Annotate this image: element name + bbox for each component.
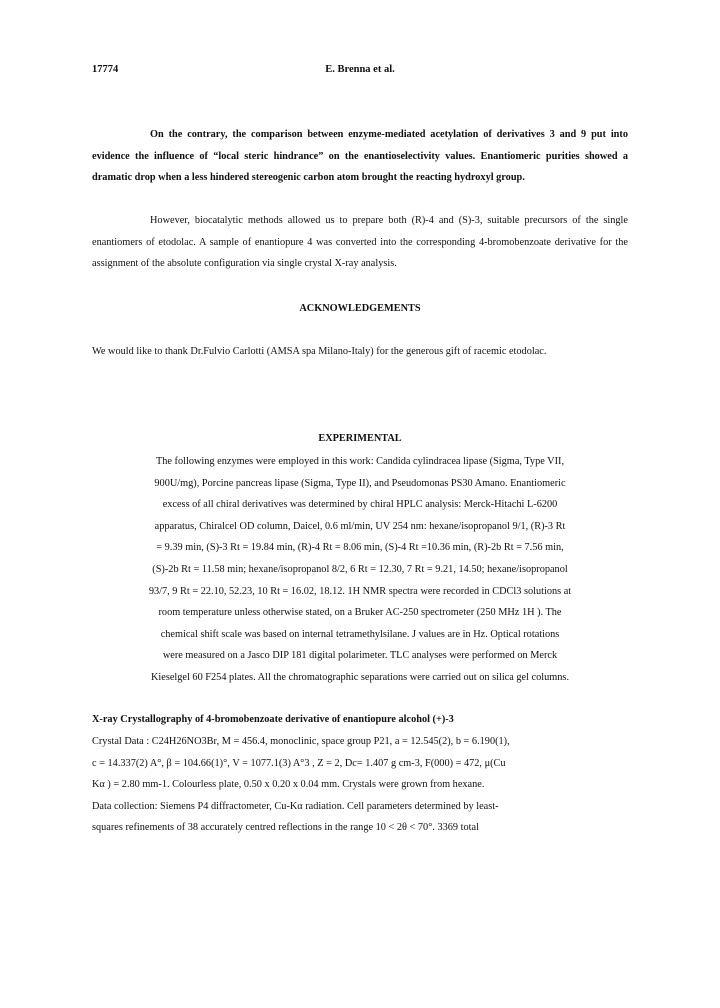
experimental-line: apparatus, Chiralcel OD column, Daicel, 0.6 ml/min, UV 254 nm: hexane/isopropanol 9/1, (R)-3 Rt (154, 520, 566, 532)
experimental-line: 900U/mg), Porcine pancreas lipase (Sigma, Type II), and Pseudomonas PS30 Amano. Enantiomeric (154, 477, 566, 489)
xray-line: Kα ) = 2.80 mm-1. Colourless plate, 0.50 x 0.20 x 0.04 mm. Crystals were grown from hexane. (92, 779, 485, 791)
experimental-line: excess of all chiral derivatives was determined by chiral HPLC analysis: Merck-Hitachi L-6200 (162, 499, 558, 511)
experimental-line: 93/7, 9 Rt = 22.10, 52.23, 10 Rt = 16.02, 18.12. 1H NMR spectra were recorded in CDCl3 solutions at (148, 585, 572, 597)
running-authors: E. Brenna et al. (325, 64, 395, 75)
xray-line: c = 14.337(2) A°, β = 104.66(1)°, V = 1077.1(3) A°3 , Z = 2, Dc= 1.407 g cm-3, F(000) = 472, μ(Cu (92, 757, 506, 769)
paragraph-biocatalytic: However, biocatalytic methods allowed us to prepare both (R)-4 and (S)-3, suitable precursors of the single enantiomers of etodolac. A sample of enantiopure 4 was converted into the corresponding 4-bromobenzoate derivative for the assignment of the absolute configuration via single crystal X-ray analysis. (92, 215, 628, 270)
experimental-line: Kieselgel 60 F254 plates. All the chromatographic separations were carried out on silica gel columns. (150, 671, 570, 683)
xray-line: squares refinements of 38 accurately centred reflections in the range 10 < 2θ < 70°. 3369 total (92, 822, 479, 834)
experimental-line: room temperature unless otherwise stated, on a Bruker AC-250 spectrometer (250 MHz 1H ). The (158, 607, 562, 619)
experimental-line: (S)-2b Rt = 11.58 min; hexane/isopropanol 8/2, 6 Rt = 12.30, 7 Rt = 9.21, 14.50; hexane/isopropanol (152, 563, 568, 575)
xray-line: Data collection: Siemens P4 diffractometer, Cu-Kα radiation. Cell parameters determined by least- (92, 800, 499, 812)
experimental-line: chemical shift scale was based on internal tetramethylsilane. J values are in Hz. Optical rotations (160, 628, 560, 640)
acknowledgements-text: We would like to thank Dr.Fulvio Carlotti (AMSA spa Milano-Italy) for the generous gift of racemic etodolac. (92, 346, 547, 357)
experimental-line: The following enzymes were employed in this work: Candida cylindracea lipase (Sigma, Type VII, (155, 456, 565, 467)
page-number: 17774 (92, 64, 119, 75)
paragraph-comparison: On the contrary, the comparison between enzyme-mediated acetylation of derivatives 3 and 9 put into evidence the influence of “local steric hindrance” on the enantioselectivity values. Enantiomeric purities showed a dramatic drop when a less hindered stereogenic carbon atom brought the reacting hydroxyl group. (92, 129, 628, 184)
xray-line: Crystal Data : C24H26NO3Br, M = 456.4, monoclinic, space group P21, a = 12.545(2), b = 6.190(1), (92, 736, 510, 747)
experimental-line: were measured on a Jasco DIP 181 digital polarimeter. TLC analyses were performed on Merck (162, 650, 558, 662)
xray-heading: X-ray Crystallography of 4-bromobenzoate derivative of enantiopure alcohol (+)-3 (92, 714, 454, 725)
experimental-line: = 9.39 min, (S)-3 Rt = 19.84 min, (R)-4 Rt = 8.06 min, (S)-4 Rt =10.36 min, (R)-2b Rt = 7.56 min, (156, 542, 564, 554)
experimental-text (92, 451, 628, 689)
experimental-heading: EXPERIMENTAL (318, 433, 402, 444)
xray-text (92, 731, 628, 839)
running-header (92, 64, 628, 80)
acknowledgements-heading: ACKNOWLEDGEMENTS (299, 303, 421, 314)
